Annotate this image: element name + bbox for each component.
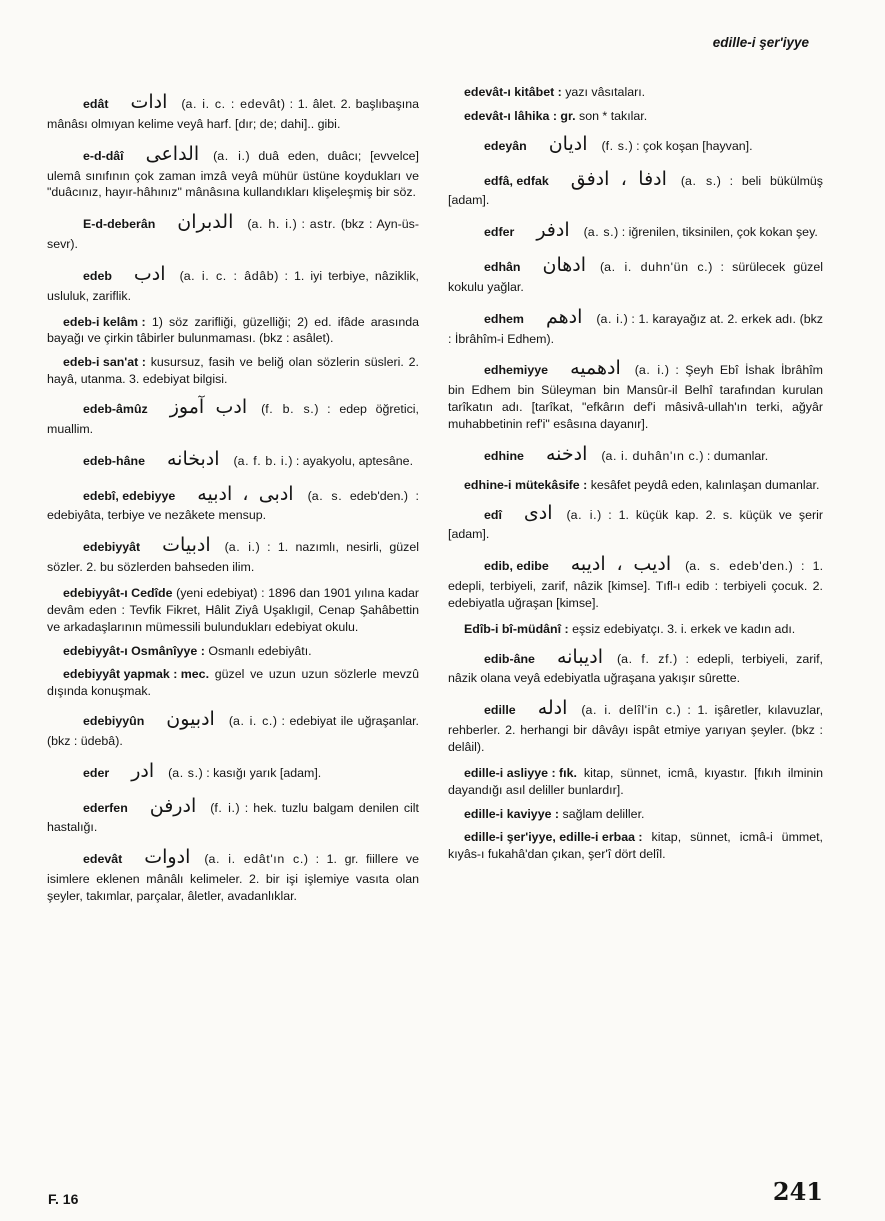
entry-headword: edevât-ı kitâbet :	[464, 85, 562, 99]
entry-definition: son * takılar.	[575, 108, 648, 123]
entry-arabic-script: ادات	[130, 91, 168, 113]
entry-arabic-script: ادفر	[536, 219, 570, 242]
entry-definition: : hek. tuzlu balgam denilen cilt hastalığı.	[47, 800, 420, 835]
entry-definition: : edepli, terbiyeli, zarif, nâzik olana veyâ edebiyatla uğraşana yakışır sûrette.	[448, 651, 823, 686]
entry-arabic-script: اديان	[548, 132, 588, 155]
dictionary-entry	[448, 305, 823, 348]
entry-grammar: (f. i.)	[210, 800, 240, 815]
entry-grammar: (f. b. s.)	[261, 402, 319, 417]
dictionary-entry	[448, 829, 823, 863]
entry-definition: : 1. iyi terbiye, nâziklik, usluluk, zariflik.	[47, 268, 419, 303]
entry-headword: E-d-deberân	[83, 217, 156, 232]
entry-grammar: (a. s. edeb'den.)	[685, 559, 793, 574]
right-column	[448, 84, 823, 870]
entry-arabic-script: ادبخانه	[166, 447, 220, 470]
dictionary-entry	[448, 253, 823, 296]
dictionary-entry	[47, 794, 419, 837]
entry-definition: : 1. karayağız at. 2. erkek adı. (bkz : İbrâhîm-i Edhem).	[448, 311, 823, 346]
entry-grammar: (a. i. duhn'ün c.)	[600, 260, 713, 275]
entry-arabic-script: الداعى	[145, 142, 200, 165]
dictionary-entry	[448, 621, 823, 638]
entry-definition: : 1. âlet. 2. başlıbaşına mânâsı olmıyan kelime veyâ harf. [dır; de; dahi].. gibi.	[47, 97, 419, 131]
dictionary-entry	[448, 501, 823, 544]
entry-definition: kesâfet peydâ eden, kalınlaşan dumanlar.	[587, 477, 820, 492]
entry-grammar: (f. s.)	[601, 138, 633, 153]
entry-grammar: (a. i. c. : edevât)	[181, 97, 286, 111]
dictionary-entry	[448, 356, 823, 432]
dictionary-entry	[47, 707, 419, 750]
entry-headword: edevât	[83, 852, 123, 867]
entry-arabic-script: ادوات	[144, 846, 191, 869]
entry-definition: kitap, sünnet, icmâ-i ümmet, kıyâs-ı fukahâ'dan çıkan, şer'î dört delîl.	[448, 830, 823, 862]
dictionary-entry	[47, 262, 419, 305]
entry-grammar: (a. i.)	[566, 507, 602, 522]
dictionary-entry	[47, 759, 419, 785]
entry-headword: e-d-dâî	[83, 148, 124, 163]
entry-definition: : edep öğretici, muallim.	[47, 402, 419, 436]
entry-grammar: (a. i.)	[224, 540, 260, 555]
dictionary-entry	[47, 314, 419, 348]
page-number: 241	[772, 1177, 823, 1206]
entry-arabic-script: ادبى ، ادبيه	[197, 482, 294, 505]
entry-definition: 1) söz zarifliği, güzelliği; 2) ed. ifâde arasında bayağı ve çirkin tâbirler bulunmaması. (bkz : asâlet).	[47, 314, 419, 346]
entry-definition: sağlam deliller.	[559, 806, 645, 821]
dictionary-entry	[47, 643, 419, 660]
entry-headword: edeb-i san'at :	[63, 355, 146, 370]
entry-grammar: (a. i. delîl'in c.)	[581, 703, 681, 718]
entry-headword: edevât-ı lâhika : gr.	[464, 108, 576, 123]
entry-definition: duâ eden, duâcı; [evvelce] ulemâ sınıfının çok zaman imzâ veyâ mühür üstüne koydukları ve "duâcınız, hayır-hâhınız" mânâsına kullandıkları klişeleşmiş bir söz.	[47, 148, 419, 200]
dictionary-entry	[47, 395, 419, 438]
entry-headword: edebiyyât-ı Osmânîyye :	[63, 643, 205, 658]
entry-definition: : dumanlar.	[703, 448, 769, 463]
entry-grammar: (a. s.)	[583, 225, 619, 240]
entry-definition: : kasığı yarık [adam].	[202, 765, 322, 780]
entry-headword: edhine	[484, 448, 524, 463]
entry-arabic-script: ادبيون	[166, 708, 215, 731]
entry-grammar: (a. i. c.)	[228, 714, 278, 729]
entry-headword: edhemiyye	[484, 363, 549, 378]
entry-arabic-script: ادب آموز	[169, 396, 248, 419]
entry-definition: güzel ve uzun uzun sözlerle mevzû dışında konuşmak.	[47, 667, 419, 699]
entry-grammar: (a. f. zf.)	[616, 651, 678, 666]
entry-headword: edî	[484, 507, 502, 522]
entry-definition: : beli bükülmüş [adam].	[448, 173, 823, 208]
entry-headword: edille-i şer'iyye, edille-i erbaa :	[464, 830, 643, 845]
entry-definition: : sürülecek güzel kokulu yağlar.	[448, 260, 823, 294]
entry-headword: edebî, edebiyye	[83, 488, 176, 503]
entry-grammar: (a. i. duhân'ın c.)	[601, 448, 704, 463]
dictionary-entry	[448, 84, 823, 101]
dictionary-entry	[448, 108, 823, 125]
entry-headword: edeb-hâne	[83, 453, 145, 468]
entry-headword: edeb-i kelâm :	[63, 314, 146, 329]
entry-arabic-script: ادب	[133, 262, 166, 285]
entry-grammar: (a. s.)	[168, 765, 203, 780]
entry-definition: eşsiz edebiyatçı. 3. i. erkek ve kadın adı.	[568, 621, 796, 636]
entry-headword: edille	[484, 703, 516, 718]
entry-headword: edfâ, edfak	[484, 173, 549, 188]
signature-mark: F. 16	[48, 1191, 79, 1207]
dictionary-entry	[448, 645, 823, 688]
entry-grammar: (a. s.	[307, 488, 343, 503]
entry-definition: : iğrenilen, tiksinilen, çok kokan şey.	[618, 225, 818, 240]
entry-grammar: (a. i. edât'ın c.)	[204, 852, 308, 867]
entry-headword: edib-âne	[484, 651, 535, 666]
entry-arabic-script: ادله	[537, 697, 568, 720]
entry-headword: edebiyyât	[83, 540, 141, 555]
entry-headword: ederfen	[83, 800, 128, 815]
dictionary-entry	[448, 477, 823, 494]
dictionary-entry	[448, 552, 823, 612]
entry-arabic-script: ادرفن	[149, 794, 197, 817]
dictionary-entry	[47, 354, 419, 388]
entry-arabic-script: اديبانه	[556, 645, 603, 668]
entry-grammar: (a. h. i.) : astr.	[247, 217, 337, 232]
entry-headword: edeb-âmûz	[83, 402, 148, 417]
entry-definition: kitap, sünnet, icmâ, kıyastır. [fıkıh ilminin dayandığı asıl deliller bunlardır].	[448, 765, 823, 797]
entry-definition: : ayakyolu, aptesâne.	[292, 453, 414, 468]
entry-arabic-script: ادى	[523, 501, 553, 524]
entry-grammar: (a. i.)	[596, 311, 628, 326]
entry-arabic-script: ادخنه	[545, 442, 588, 465]
entry-arabic-script: ادر	[131, 759, 155, 782]
entry-arabic-script: ادهان	[542, 254, 587, 277]
entry-definition: Osmanlı edebiyâtı.	[204, 643, 312, 658]
entry-definition: : 1. işâretler, kılavuzlar, rehberler. 2. herhangi bir dâvâyı ispât etmiye yarıyan şeyler. (bkz : delâil).	[448, 703, 824, 754]
dictionary-entry	[448, 696, 823, 756]
dictionary-entry	[47, 585, 419, 636]
dictionary-entry	[47, 482, 419, 525]
entry-headword: edebiyyât yapmak : mec.	[63, 667, 210, 682]
entry-headword: edille-i asliyye : fık.	[464, 765, 577, 780]
entry-definition: kusursuz, fasih ve beliğ olan sözlerin süsleri. 2. hayâ, utanma. 3. edebiyat bilgisi.	[47, 355, 419, 387]
dictionary-entry	[47, 210, 419, 253]
dictionary-entry	[47, 90, 419, 133]
dictionary-entry	[47, 142, 419, 202]
entry-arabic-script: الدبران	[177, 211, 234, 234]
entry-grammar: (a. f. b. i.)	[233, 453, 293, 468]
entry-definition: : Şeyh Ebî İshak İbrâhîm bin Edhem bin Süleyman bin Mansûr-il Belhî tarafından kurulan tarîkatın adı. [tarîkat, "efkârın def'i mâsivâ-ullah'ın terki, ağyâr muhabbetinin ref'i" esâsına dayanır].	[448, 363, 823, 431]
entry-headword: eder	[83, 765, 110, 780]
dictionary-entry	[448, 167, 823, 210]
entry-headword: edhem	[484, 311, 524, 326]
entry-headword: edebiyyât-ı Cedîde	[63, 585, 173, 600]
dictionary-entry	[448, 442, 823, 468]
entry-arabic-script: اديب ، اديبه	[570, 553, 672, 576]
entry-grammar: (a. i.)	[213, 148, 250, 163]
entry-grammar: (a. i.)	[634, 363, 669, 378]
entry-headword: edât	[83, 97, 109, 111]
entry-headword: edebiyyûn	[83, 714, 145, 729]
entry-definition: : 1. edepli, terbiyeli, zarif, nâzik [kimse]. Tıfl-ı edib : terbiyeli çocuk. 2. edebiyatla uğraşan [kimse].	[448, 559, 824, 610]
entry-headword: edeb	[83, 268, 112, 283]
entry-definition: yazı vâsıtaları.	[561, 85, 646, 99]
entry-definition: : edebiyat ile uğraşanlar. (bkz : üdebâ).	[47, 714, 419, 748]
entry-grammar: (a. s.)	[680, 173, 721, 188]
entry-definition: : çok koşan [hayvan].	[632, 138, 753, 153]
entry-headword: edib, edibe	[484, 559, 549, 574]
left-column	[47, 84, 419, 914]
dictionary-entry	[47, 533, 419, 576]
entry-headword: edeyân	[484, 138, 527, 153]
entry-arabic-script: ادبيات	[162, 534, 211, 557]
entry-headword: Edîb-i bî-müdânî :	[464, 621, 569, 636]
dictionary-entry	[47, 845, 419, 905]
entry-arabic-script: ادهم	[545, 305, 583, 328]
entry-headword: edille-i kaviyye :	[464, 806, 560, 821]
entry-definition: : 1. gr. fiillere ve isimlere eklenen mânâlı kelimeler. 2. bir işi işlemiye vasıta olan şeyler, takımlar, parçalar, âletler, avadanlıklar.	[47, 852, 419, 903]
entry-definition: (bkz : Ayn-üs-sevr).	[47, 217, 419, 252]
running-head: edille-i şer'iyye	[712, 35, 809, 50]
entry-headword: edhine-i mütekâsife :	[464, 477, 588, 492]
dictionary-entry	[448, 218, 823, 244]
entry-definition: : 1. küçük kap. 2. s. küçük ve şerir [adam].	[448, 507, 823, 542]
entry-definition: : 1. nazımlı, nesirli, güzel sözler. 2. bu sözlerden bahseden ilim.	[47, 540, 419, 575]
dictionary-entry	[448, 806, 823, 823]
dictionary-entry	[448, 765, 823, 799]
entry-definition: (yeni edebiyat) : 1896 dan 1901 yılına kadar devâm eden : Tevfik Fikret, Hâlit Ziyâ Uşaklıgil, Cenap Şahâbettin ve arkadaşlarının mümessili bulundukları edebiyat okulu.	[47, 585, 419, 634]
entry-arabic-script: ادفا ، ادفق	[570, 167, 667, 190]
entry-grammar: (a. i. c. : âdâb)	[179, 268, 279, 283]
entry-definition: edeb'den.) : edebiyâta, terbiye ve nezâkete mensup.	[47, 488, 419, 523]
entry-headword: edfer	[484, 225, 515, 240]
dictionary-entry	[448, 132, 823, 158]
dictionary-entry	[47, 666, 419, 700]
entry-arabic-script: ادهميه	[570, 357, 621, 380]
dictionary-entry	[47, 447, 419, 473]
entry-headword: edhân	[484, 260, 521, 275]
